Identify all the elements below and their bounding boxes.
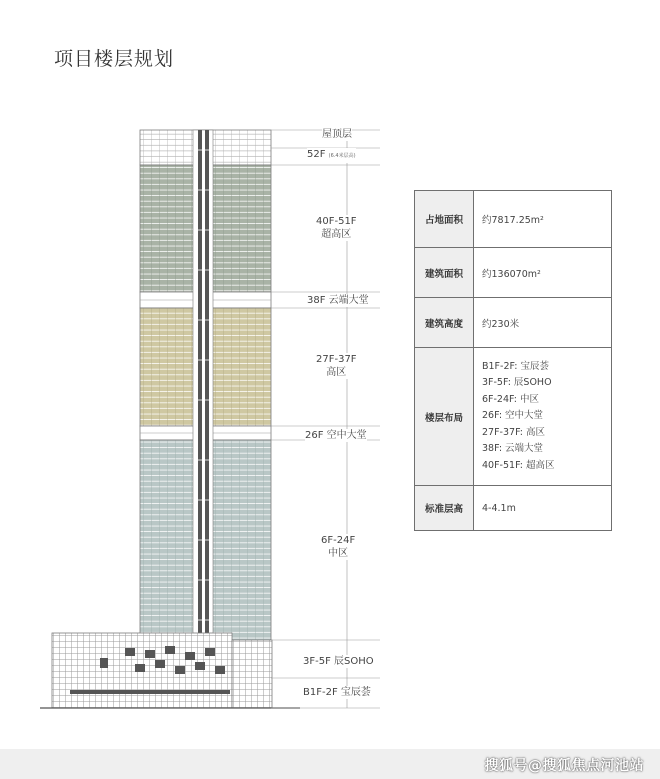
standard-floor-height-label: 标准层高 xyxy=(415,486,474,531)
layout-item: 38F: 云端大堂 xyxy=(482,443,544,455)
layout-item: 3F-5F: 辰SOHO xyxy=(482,377,552,389)
label-27-37f-range: 27F-37F xyxy=(316,354,357,365)
label-40-51f xyxy=(316,215,357,241)
layout-item: B1F-2F: 宝辰荟 xyxy=(482,360,549,372)
floor-layout-label: 楼层布局 xyxy=(415,348,474,486)
core-shaft-right xyxy=(205,130,209,640)
label-40-51f-zone: 超高区 xyxy=(321,229,352,240)
label-3-5f: 3F-5F 辰SOHO xyxy=(303,656,374,667)
label-52f-note: (6.4米层高) xyxy=(328,153,356,159)
page-title: 项目楼层规划 xyxy=(54,48,175,70)
project-info-table xyxy=(414,190,612,531)
table-row xyxy=(415,486,612,531)
building-height-value: 约230米 xyxy=(474,298,612,348)
label-roof: 屋顶层 xyxy=(322,129,352,140)
label-b1-2f: B1F-2F 宝辰荟 xyxy=(303,687,371,698)
label-6-24f-range: 6F-24F xyxy=(321,535,356,546)
layout-item: 40F-51F: 超高区 xyxy=(482,459,555,471)
land-area-value: 约7817.25m² xyxy=(474,191,612,248)
table-row xyxy=(415,298,612,348)
label-52f-floor: 52F xyxy=(307,149,326,160)
table-row xyxy=(415,348,612,486)
layout-item: 6F-24F: 中区 xyxy=(482,393,539,405)
label-6-24f xyxy=(321,534,355,560)
table-row xyxy=(415,248,612,298)
label-27-37f-zone: 高区 xyxy=(326,367,347,378)
layout-item: 26F: 空中大堂 xyxy=(482,410,544,422)
label-38f: 38F 云端大堂 xyxy=(307,295,369,306)
label-6-24f-zone: 中区 xyxy=(328,548,349,559)
label-40-51f-range: 40F-51F xyxy=(316,216,357,227)
label-27-37f xyxy=(316,353,357,379)
standard-floor-height-value: 4-4.1m xyxy=(474,486,612,531)
building-height-label: 建筑高度 xyxy=(415,298,474,348)
land-area-label: 占地面积 xyxy=(415,191,474,248)
building-area-value: 约136070m² xyxy=(474,248,612,298)
watermark-text: 搜狐号@搜狐焦点河池站 xyxy=(484,758,644,774)
label-52f xyxy=(307,148,356,163)
table-row xyxy=(415,191,612,248)
layout-item: 27F-37F: 高区 xyxy=(482,426,546,438)
central-core xyxy=(193,130,213,640)
label-26f: 26F 空中大堂 xyxy=(305,430,367,441)
core-shaft-left xyxy=(198,130,202,640)
podium-right xyxy=(232,640,272,708)
building-area-label: 建筑面积 xyxy=(415,248,474,298)
floor-layout-value xyxy=(474,348,612,486)
